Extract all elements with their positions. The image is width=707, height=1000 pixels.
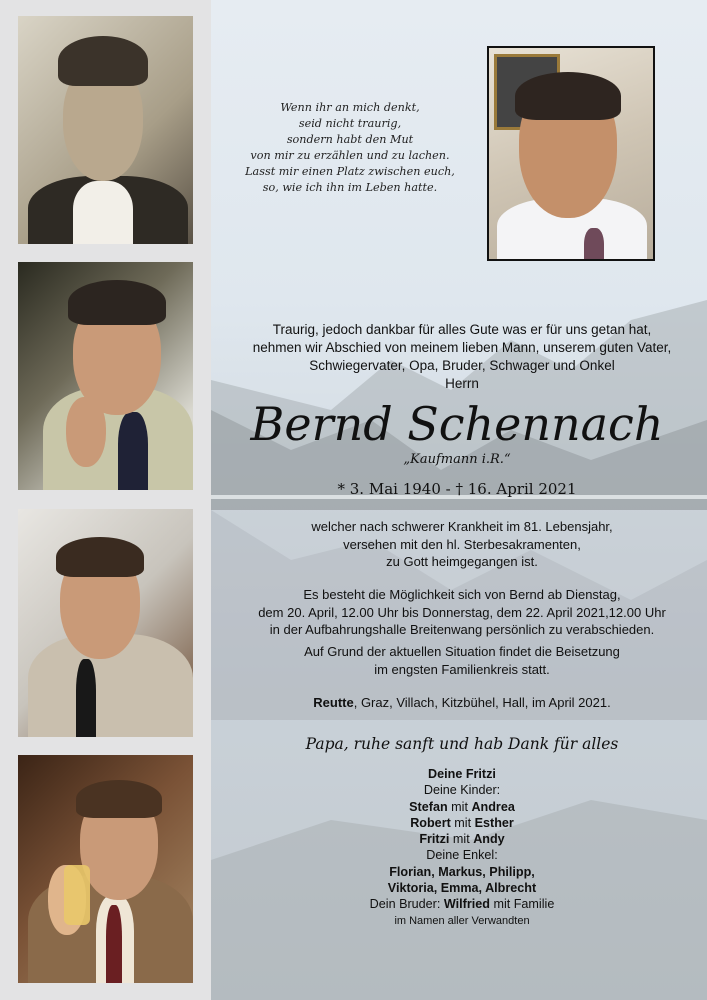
intro-line: Traurig, jedoch dankbar für alles Gute was er für uns getan hat, bbox=[272, 322, 652, 337]
child-entry: Stefan mit Andrea bbox=[409, 799, 515, 814]
photo-cigarette-portrait bbox=[18, 262, 193, 490]
poem-line: sondern habt den Mut bbox=[286, 133, 414, 146]
poem-line: von mir zu erzählen und zu lachen. bbox=[250, 149, 450, 162]
passing-line: zu Gott heimgegangen ist. bbox=[386, 554, 538, 569]
burial-line: Auf Grund der aktuellen Situation findet die Beisetzung bbox=[304, 644, 620, 659]
grandchildren-names: Florian, Markus, Philipp, bbox=[389, 864, 535, 879]
child-entry: Fritzi mit Andy bbox=[419, 832, 505, 847]
photo-main-portrait bbox=[487, 46, 655, 261]
grandchildren-names: Viktoria, Emma, Albrecht bbox=[387, 881, 537, 896]
intro-line: Schwiegervater, Opa, Bruder, Schwager und Onkel bbox=[309, 358, 615, 373]
passing-line: versehen mit den hl. Sterbesakramenten, bbox=[343, 536, 581, 552]
brother-entry: Dein Bruder: Wilfried mit Familie bbox=[369, 897, 555, 912]
children-label: Deine Kinder: bbox=[423, 783, 501, 798]
photo-toast-portrait bbox=[18, 755, 193, 983]
passing-text bbox=[222, 518, 702, 571]
poem-line: Lasst mir einen Platz zwischen euch, bbox=[245, 165, 455, 178]
viewing-line: in der Aufbahrungshalle Breitenwang persönlich zu verabschieden. bbox=[269, 622, 655, 637]
poem-line: seid nicht traurig, bbox=[298, 117, 402, 130]
place-and-date bbox=[222, 695, 702, 710]
viewing-text bbox=[222, 586, 702, 639]
intro-text bbox=[222, 321, 702, 393]
burial-text bbox=[222, 643, 702, 678]
poem-line: so, wie ich ihn im Leben hatte. bbox=[262, 181, 438, 194]
burial-line: im engsten Familienkreis statt. bbox=[374, 661, 550, 677]
viewing-line: dem 20. April, 12.00 Uhr bis Donnerstag, dem 22. April 2021,12.00 Uhr bbox=[258, 604, 666, 620]
grandchildren-label: Deine Enkel: bbox=[426, 848, 498, 863]
family-signatures bbox=[222, 766, 702, 929]
farewell-line: Papa, ruhe sanft und hab Dank für alles bbox=[305, 735, 619, 753]
wife-name: Deine Fritzi bbox=[428, 767, 496, 781]
viewing-line: Es besteht die Möglichkeit sich von Bernd ab Dienstag, bbox=[303, 587, 621, 602]
photo-suit-portrait bbox=[18, 509, 193, 737]
deceased-name: Bernd Schennach bbox=[250, 397, 664, 451]
passing-line: welcher nach schwerer Krankheit im 81. Lebensjahr, bbox=[311, 519, 613, 534]
place-town: Reutte bbox=[313, 695, 354, 710]
poem-line: Wenn ihr an mich denkt, bbox=[280, 101, 420, 114]
photo-young-portrait bbox=[18, 16, 193, 244]
intro-line: nehmen wir Abschied von meinem lieben Mann, unserem guten Vater, bbox=[252, 340, 672, 355]
life-dates: * 3. Mai 1940 - † 16. April 2021 bbox=[337, 480, 577, 498]
deceased-profession: „Kaufmann i.R.“ bbox=[403, 452, 511, 467]
place-rest: , Graz, Villach, Kitzbühel, Hall, im April 2021. bbox=[353, 695, 611, 710]
relatives-line: im Namen aller Verwandten bbox=[394, 914, 530, 927]
intro-line: Herrn bbox=[445, 376, 479, 391]
child-entry: Robert mit Esther bbox=[410, 815, 514, 830]
memorial-poem bbox=[230, 100, 470, 196]
